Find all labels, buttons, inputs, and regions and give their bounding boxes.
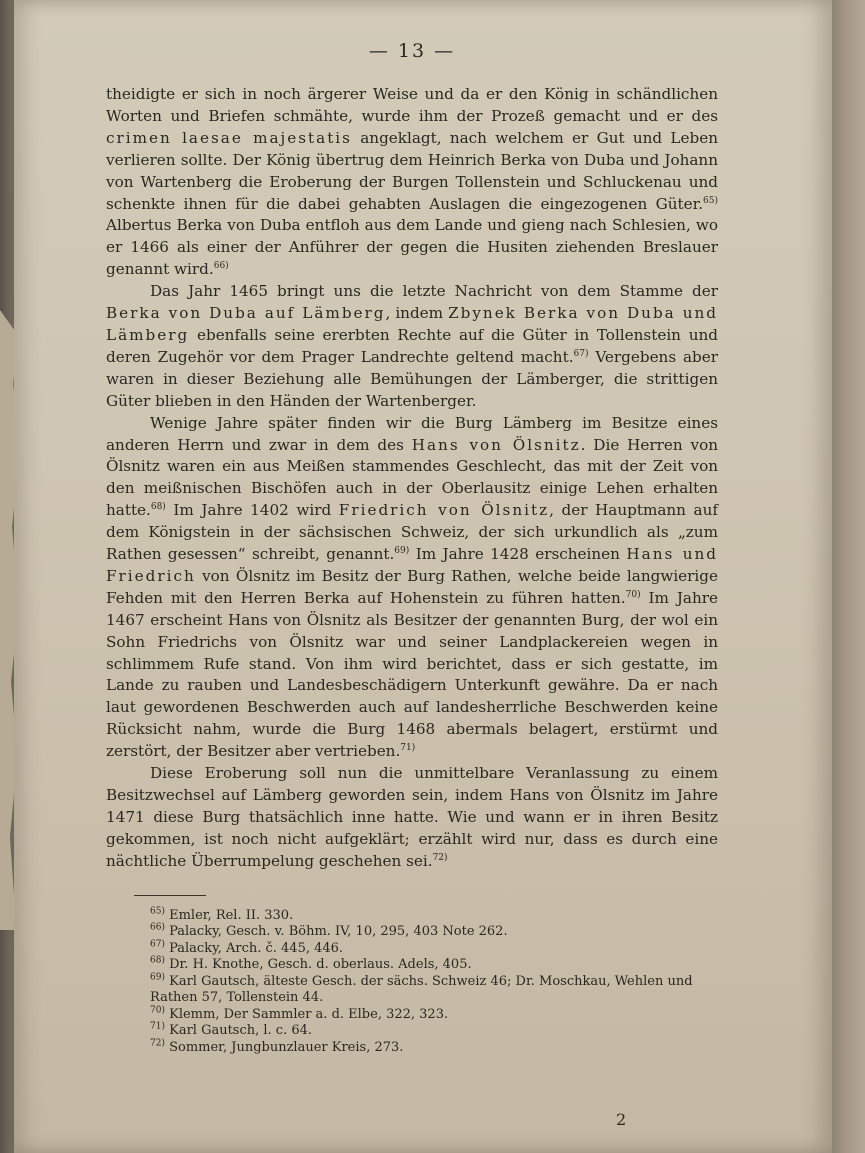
text-run: . Die Herren von Ölsnitz waren ein aus Meißen stammendes Geschlecht, das mit der Zeit von den meißnischen Bischöfen auch in der Oberlausitz einige Lehen erhalten hatte. [106, 435, 718, 520]
spaced-emphasis: Zbynek Berka von Duba und Lämberg [106, 304, 718, 344]
footnote-rule [134, 895, 206, 896]
text-run: Albertus Berka von Duba entfloh aus dem Lande und gieng nach Schlesien, wo er 1466 als einer der Anführer der gegen die Husiten ziehenden Breslauer genannt wird. [106, 216, 718, 279]
page-number: — 13 — [368, 40, 456, 62]
footnote-text: Palacky, Gesch. v. Böhm. IV, 10, 295, 403 Note 262. [164, 924, 508, 940]
text-run: von Ölsnitz im Besitz der Burg Rathen, welche beide langwierige Fehden mit den Herren Berka auf Hohenstein zu führen hatten. [106, 566, 718, 607]
spaced-emphasis: Hans und Friedrich [106, 545, 719, 585]
spaced-emphasis: Berka von Duba auf Lämberg [106, 304, 386, 323]
signature-mark: 2 [616, 1110, 627, 1129]
footnote-number: 67) [150, 939, 165, 950]
footnote [106, 1007, 718, 1024]
footnote-reference: 66) [213, 261, 229, 272]
footnote [106, 924, 718, 941]
page-stack-edge [832, 0, 865, 1153]
footnote-text: Sommer, Jungbunzlauer Kreis, 273. [164, 1039, 404, 1055]
footnote-number: 69) [150, 972, 165, 983]
footnote-number: 65) [150, 906, 165, 917]
text-run: Diese Eroberung soll nun die unmittelbare Veranlassung zu einem Besitzwechsel auf Lämberg geworden sein, indem Hans von Ölsnitz im Jahre 1471 diese Burg thatsächlich inne hatte. Wie und wann er in ihren Besitz gekommen, ist noch nicht aufgeklärt; erzählt wird nur, dass es durch eine nächtliche Überrumpelung geschehen sei. [106, 764, 718, 870]
footnote-text: Palacky, Arch. č. 445, 446. [164, 940, 344, 956]
footnote-number: 66) [150, 922, 165, 933]
footnote-reference: 65) [703, 195, 718, 206]
footnote-text: Klemm, Der Sammler a. d. Elbe, 322, 323. [164, 1006, 449, 1022]
footnotes [106, 908, 718, 1057]
text-run: Im Jahre 1428 erscheinen [409, 545, 627, 564]
text-run: , indem [385, 304, 449, 323]
footnote-number: 72) [150, 1038, 165, 1049]
text-run: Wenige Jahre später finden wir die Burg Lämberg im Besitze eines anderen Herrn und zwar in dem des [106, 413, 718, 454]
spaced-emphasis: Friedrich von Ölsnitz [338, 501, 550, 520]
footnote-number: 68) [150, 955, 165, 966]
text-run: Im Jahre 1402 wird [165, 501, 339, 520]
footnote-text: Dr. H. Knothe, Gesch. d. oberlaus. Adels, 405. [164, 957, 472, 973]
paragraph [106, 281, 718, 412]
footnote-reference: 71) [400, 743, 416, 754]
paragraph [106, 84, 718, 281]
text-run: , der Hauptmann auf dem Königstein in der sächsischen Schweiz, der sich urkundlich als „zum Rathen gesessen“ schreibt, genannt. [106, 501, 718, 564]
text-run: theidigte er sich in noch ärgerer Weise und da er den König in schändlichen Worten und Briefen schmähte, wurde ihm der Prozeß gemacht und er des [106, 85, 718, 125]
footnote-number: 71) [150, 1021, 165, 1032]
text-run: Vergebens aber waren in dieser Beziehung alle Bemühungen der Lämberger, die strittigen Güter blieben in den Händen der Wartenberger. [106, 347, 718, 410]
footnote-reference: 72) [432, 852, 448, 863]
text-run: Im Jahre 1467 erscheint Hans von Ölsnitz als Besitzer der genannten Burg, der wol ein Sohn Friedrichs von Ölsnitz war und seiner Landplackereien wegen in schlimmem Rufe stand. Von ihm wird berichtet, dass er sich gestatte, im Lande zu rauben und Landesbeschädigern Unterkunft gewähre. Da er nach laut gewordenen Beschwerden auch auf landesherrliche Beschwerden keine Rücksicht nahm, wurde die Burg 1468 abermals belagert, erstürmt und zerstört, der Besitzer aber vertrieben. [106, 588, 718, 761]
body-text [106, 84, 718, 873]
footnote [106, 957, 718, 974]
footnote-text: Karl Gautsch, älteste Gesch. der sächs. Schweiz 46; Dr. Moschkau, Wehlen und Rathen 57, Tollenstein 44. [150, 973, 693, 1006]
footnote-reference: 67) [573, 348, 589, 359]
footnote-text: Emler, Rel. II. 330. [164, 907, 294, 923]
paragraph [106, 413, 718, 764]
footnote [106, 1023, 718, 1040]
footnote [106, 908, 718, 925]
spaced-emphasis: Hans von Ölsnitz [411, 435, 581, 454]
text-run: angeklagt, nach welchem er Gut und Leben verlieren sollte. Der König übertrug dem Heinrich Berka von Duba und Johann von Wartenberg die Eroberung der Burgen Tollenstein und Schluckenau und schenkte ihnen für die dabei gehabten Auslagen die eingezogenen Güter. [106, 128, 718, 213]
footnote-number: 70) [150, 1005, 165, 1016]
text-run: ebenfalls seine ererbten Rechte auf die Güter in Tollenstein und deren Zugehör vor dem Prager Landrechte geltend macht. [106, 325, 718, 366]
footnote-text: Karl Gautsch, l. c. 64. [164, 1023, 313, 1039]
footnote-reference: 69) [394, 545, 410, 556]
spaced-emphasis: crimen laesae majestatis [106, 128, 352, 147]
footnote-reference: 70) [625, 589, 641, 600]
footnote [106, 974, 718, 1007]
footnote-reference: 68) [150, 502, 166, 513]
text-run: Das Jahr 1465 bringt uns die letzte Nachricht von dem Stamme der [150, 282, 718, 301]
footnote [106, 1040, 718, 1057]
footnote [106, 941, 718, 958]
page-content [106, 40, 718, 1056]
paragraph [106, 763, 718, 873]
